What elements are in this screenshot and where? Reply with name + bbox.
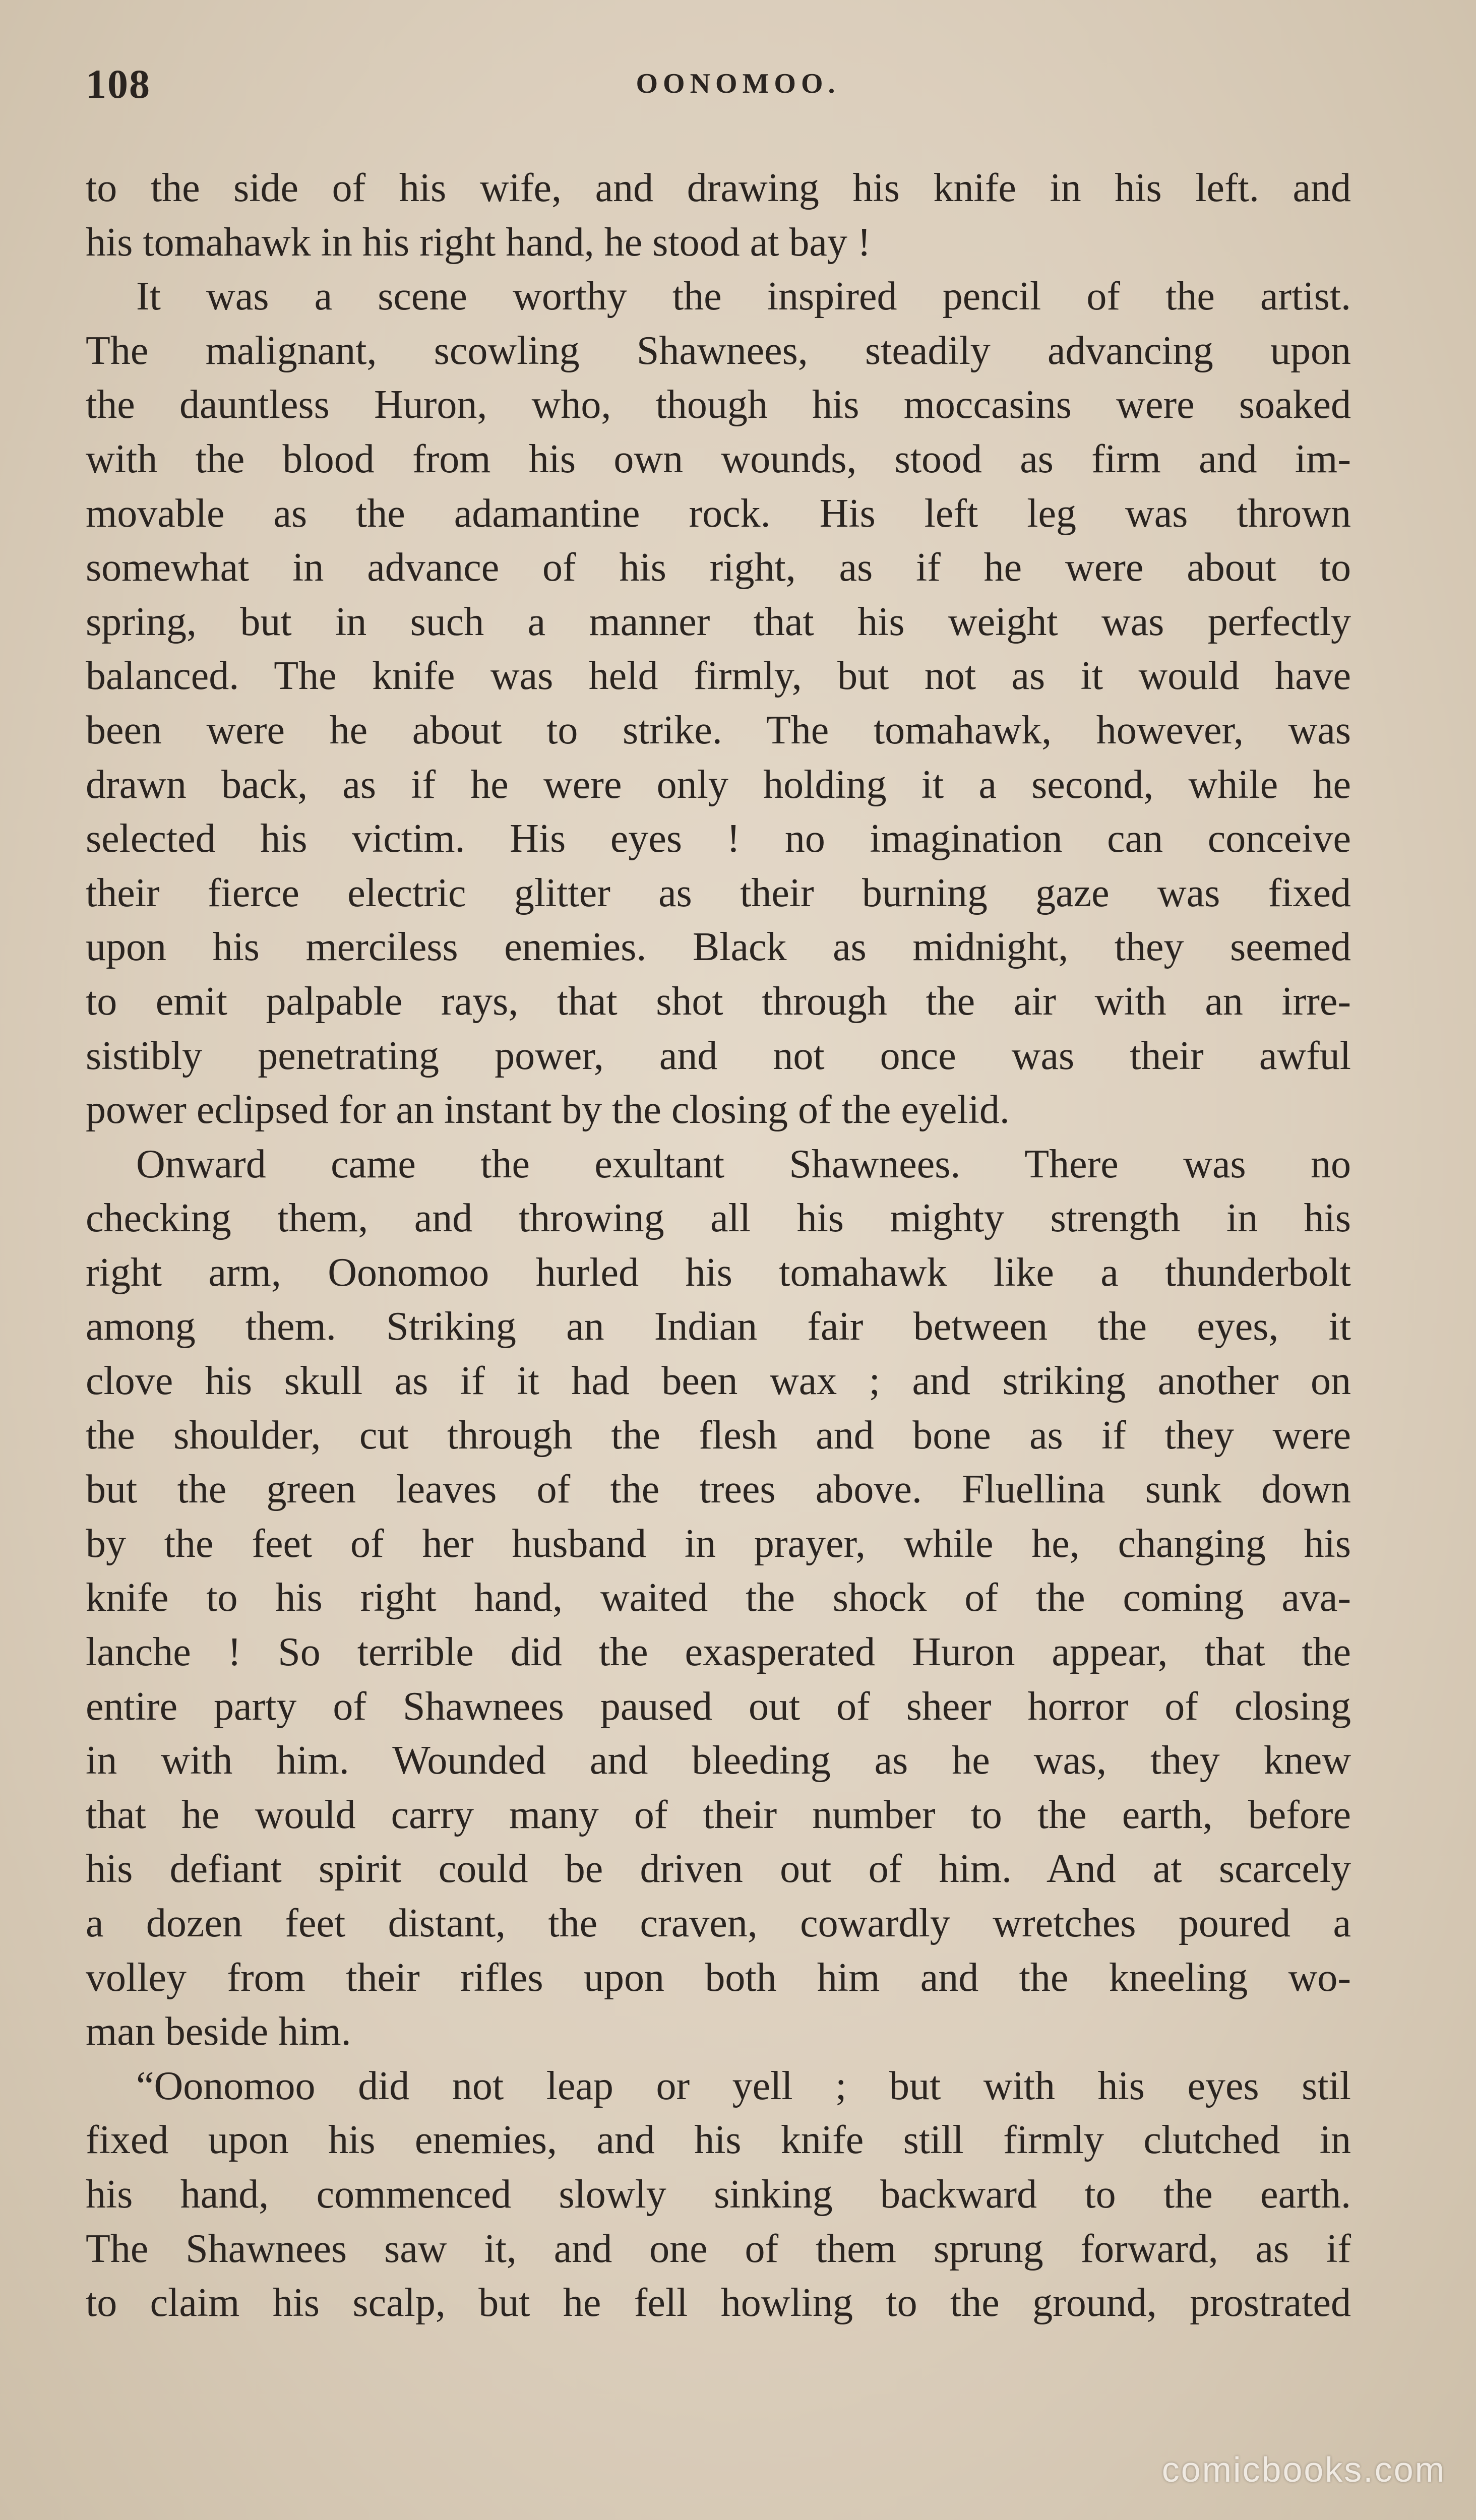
text-line: movable as the adamantine rock. His left leg was thrown (86, 491, 1351, 536)
text-line: the dauntless Huron, who, though his moccasins were soaked (86, 383, 1351, 427)
text-line: been were he about to strike. The tomahawk, however, was (86, 708, 1351, 752)
text-line: to the side of his wife, and drawing his knife in his left. and (86, 166, 1351, 210)
text-line: man beside him. (86, 2009, 351, 2054)
text-line: knife to his right hand, waited the shock of the coming ava- (86, 1576, 1351, 1620)
text-line: fixed upon his enemies, and his knife still firmly clutched in (86, 2118, 1351, 2163)
text-line: The Shawnees saw it, and one of them sprung forward, as if (86, 2226, 1351, 2271)
text-line: to claim his scalp, but he fell howling to the ground, prostrated (86, 2281, 1351, 2325)
text-line: to emit palpable rays, that shot through the air with an irre- (86, 979, 1351, 1024)
paragraph (86, 161, 1351, 270)
text-line: clove his skull as if it had been wax ; and striking another on (86, 1359, 1351, 1404)
text-line: by the feet of her husband in prayer, while he, changing his (86, 1521, 1351, 1566)
paragraph (86, 1138, 1351, 2059)
body-text (86, 161, 1351, 2330)
text-line: their fierce electric glitter as their burning gaze was fixed (86, 870, 1351, 915)
text-line: somewhat in advance of his right, as if he were about to (86, 545, 1351, 590)
text-line: checking them, and throwing all his mighty strength in his (86, 1196, 1351, 1241)
text-line: power eclipsed for an instant by the closing of the eyelid. (86, 1088, 1010, 1132)
text-line: that he would carry many of their number to the earth, before (86, 1792, 1351, 1837)
text-line: “Oonomoo did not leap or yell ; but with his eyes stil (136, 2063, 1351, 2108)
text-line: among them. Striking an Indian fair between the eyes, it (86, 1304, 1351, 1349)
text-line: his hand, commenced slowly sinking backward to the earth. (86, 2172, 1351, 2217)
text-line: lanche ! So terrible did the exasperated Huron appear, that the (86, 1630, 1351, 1675)
text-line: with the blood from his own wounds, stood as firm and im- (86, 436, 1351, 481)
text-line: in with him. Wounded and bleeding as he was, they knew (86, 1738, 1351, 1783)
text-line: upon his merciless enemies. Black as midnight, they seemed (86, 925, 1351, 970)
text-line: The malignant, scowling Shawnees, steadily advancing upon (86, 328, 1351, 373)
page-number: 108 (86, 61, 151, 107)
text-line: his defiant spirit could be driven out of him. And at scarcely (86, 1847, 1351, 1892)
text-line: the shoulder, cut through the flesh and bone as if they were (86, 1413, 1351, 1458)
text-line: drawn back, as if he were only holding it a second, while he (86, 762, 1351, 807)
watermark: comicbooks.com (1161, 2450, 1446, 2489)
text-line: a dozen feet distant, the craven, cowardly wretches poured a (86, 1901, 1351, 1945)
text-line: right arm, Oonomoo hurled his tomahawk like a thunderbolt (86, 1250, 1351, 1295)
text-line: spring, but in such a manner that his weight was perfectly (86, 599, 1351, 644)
text-line: but the green leaves of the trees above. Fluellina sunk down (86, 1467, 1351, 1512)
text-line: entire party of Shawnees paused out of sheer horror of closing (86, 1684, 1351, 1729)
paragraph (86, 270, 1351, 1138)
text-line: sistibly penetrating power, and not once was their awful (86, 1033, 1351, 1078)
text-line: volley from their rifles upon both him and the kneeling wo- (86, 1955, 1351, 2000)
page-header (86, 60, 1390, 121)
text-line: selected his victim. His eyes ! no imagination can conceive (86, 816, 1351, 861)
text-line: Onward came the exultant Shawnees. There was no (136, 1142, 1351, 1186)
running-head: OONOMOO. (636, 68, 840, 99)
text-line: his tomahawk in his right hand, he stood at bay ! (86, 220, 871, 265)
paragraph (86, 2059, 1351, 2330)
text-line: It was a scene worthy the inspired pencil of the artist. (136, 274, 1351, 319)
text-line: balanced. The knife was held firmly, but not as it would have (86, 654, 1351, 699)
